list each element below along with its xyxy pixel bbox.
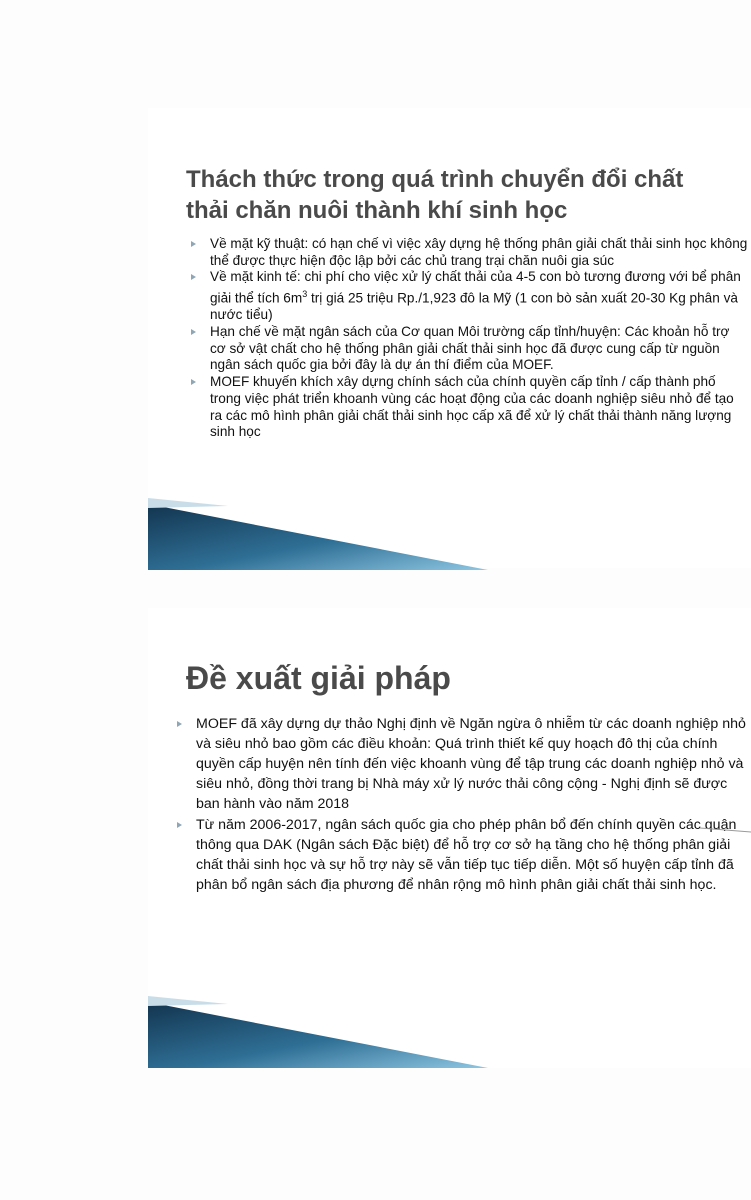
bullet-item-decree	[174, 714, 748, 814]
bullet-text-after: trị giá 25 triệu Rp./1,923 đô la Mỹ (1 con bò sản xuất 20-30 Kg phân và nước tiểu)	[210, 290, 738, 323]
decorative-wedge	[148, 996, 488, 1068]
bullet-list	[188, 236, 748, 441]
superscript-three: 3	[302, 289, 308, 300]
triangle-bullet-icon	[191, 274, 196, 280]
decorative-wedge	[148, 498, 488, 570]
bullet-text: Từ năm 2006-2017, ngân sách quốc gia cho phép phân bổ đến chính quyền các quận thông qua DAK (Ngân sách Đặc biệt) để hỗ trợ cơ sở hạ tầng cho hệ thống phân giải chất thải sinh học và sự hỗ trợ này sẽ vẫn tiếp tục tiếp diễn. Một số huyện cấp tỉnh đã phân bổ ngân sách địa phương để nhân rộng mô hình phân giải chất thải sinh học.	[196, 817, 737, 893]
bullet-text: Về mặt kỹ thuật: có hạn chế vì việc xây dựng hệ thống phân giải chất thải sinh học không thể được thực hiện độc lập bởi các chủ trang trại chăn nuôi gia súc	[210, 236, 748, 268]
bullet-text-before: Về mặt kinh tế: chi phí cho việc xử lý chất thải của 4-5 con bò tương đương với bể phân giải thể tích 6m	[210, 269, 741, 306]
margin-mark	[700, 827, 751, 833]
triangle-bullet-icon	[191, 241, 196, 247]
bullet-text: MOEF đã xây dựng dự thảo Nghị định về Ngăn ngừa ô nhiễm từ các doanh nghiệp nhỏ và siêu nhỏ bao gồm các điều khoản: Quá trình thiết kế quy hoạch đô thị của chính quyền cấp huyện nên tính đến việc khoanh vùng để tập trung các doanh nghiệp nhỏ và siêu nhỏ, đồng thời trang bị Nhà máy xử lý nước thải công cộng - Nghị định sẽ được ban hành vào năm 2018	[196, 716, 746, 812]
slide-title: Thách thức trong quá trình chuyển đổi chất thải chăn nuôi thành khí sinh học	[186, 166, 684, 224]
bullet-item-economic	[188, 269, 748, 324]
slide-proposed-solutions	[148, 608, 751, 1068]
triangle-bullet-icon	[177, 822, 182, 828]
bullet-list	[174, 714, 748, 896]
bullet-item-budget	[188, 324, 748, 374]
bullet-item-policy	[188, 374, 748, 441]
bullet-text: Hạn chế về mặt ngân sách của Cơ quan Môi trường cấp tỉnh/huyện: Các khoản hỗ trợ cơ sở vật chất cho hệ thống phân giải chất thải sinh học đã được cung cấp từ nguồn ngân sách quốc gia bởi đây là dự án thí điểm của MOEF.	[210, 324, 730, 373]
triangle-bullet-icon	[191, 329, 196, 335]
bullet-item-technical	[188, 236, 748, 269]
bullet-item-national-budget	[174, 815, 748, 895]
triangle-bullet-icon	[177, 721, 182, 727]
slide-challenges	[148, 108, 751, 568]
triangle-bullet-icon	[191, 379, 196, 385]
slide-title: Đề xuất giải pháp	[186, 660, 451, 696]
bullet-text: MOEF khuyến khích xây dựng chính sách của chính quyền cấp tỉnh / cấp thành phố trong việc phát triển khoanh vùng các hoạt động của các doanh nghiệp siêu nhỏ để tạo ra các mô hình phân giải chất thải sinh học cấp xã để xử lý chất thải thành năng lượng sinh học	[210, 374, 734, 440]
